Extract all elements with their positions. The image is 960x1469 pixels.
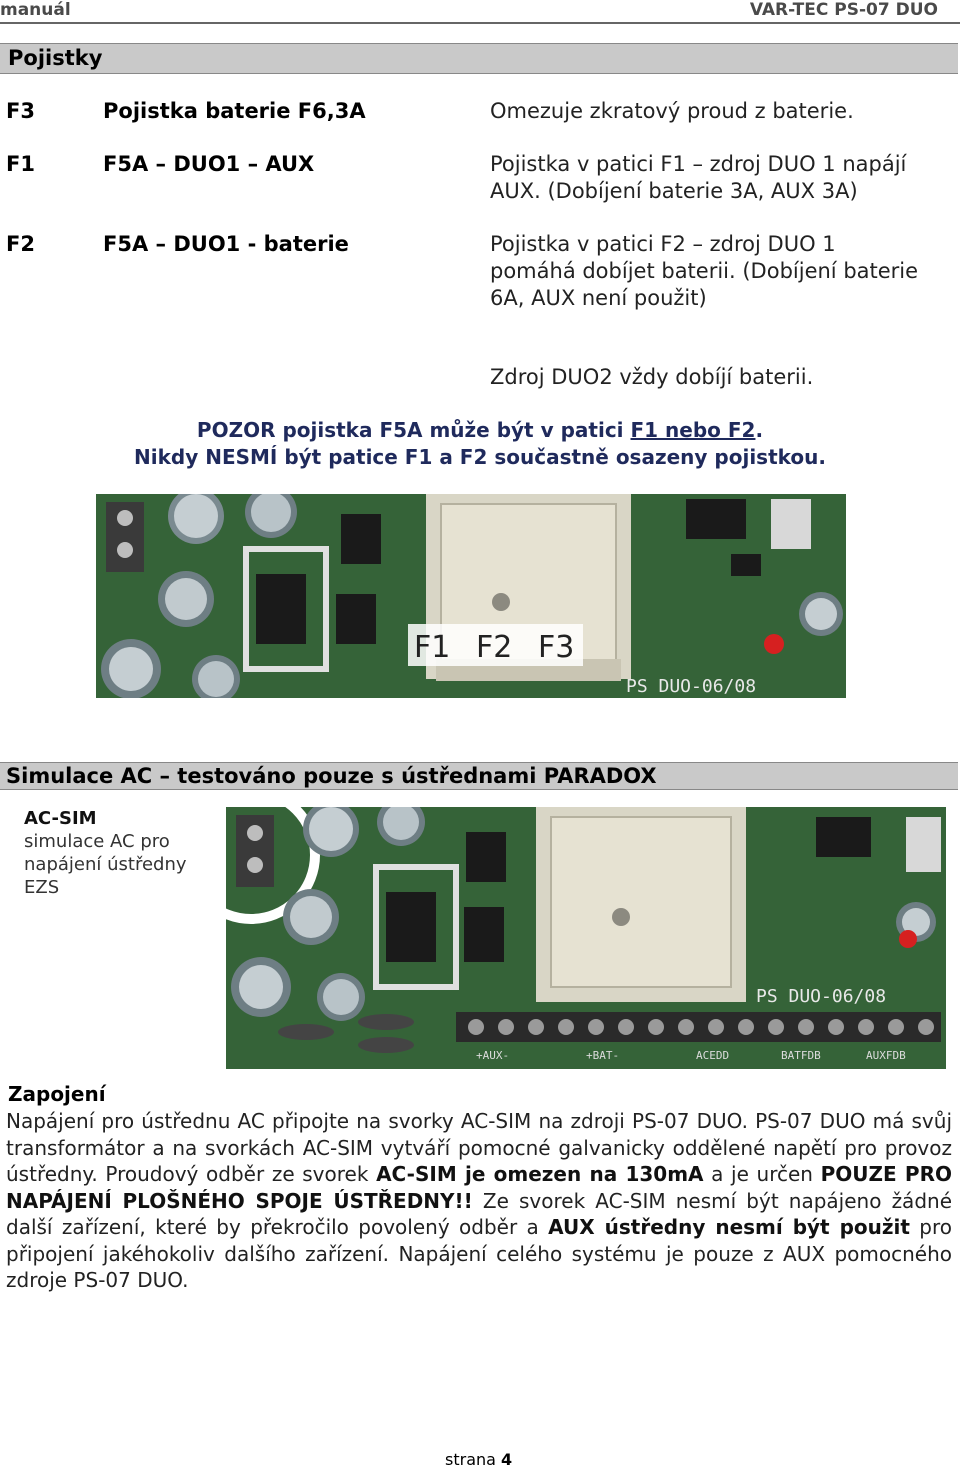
acsim-description <box>24 807 224 899</box>
fuse-row-f3 <box>0 98 960 128</box>
para-bold: AC-SIM je omezen na 130mA <box>376 1162 704 1186</box>
fuse-desc-line: Omezuje zkratový proud z baterie. <box>490 99 854 123</box>
fuse-name: F5A – DUO1 - baterie <box>103 232 349 256</box>
fuse-desc-line: 6A, AUX není použit) <box>490 286 707 310</box>
terminal-label-aux: +AUX- <box>476 1049 510 1062</box>
acsim-line: simulace AC pro <box>24 831 170 852</box>
zapojeni-paragraph <box>6 1108 952 1294</box>
fuse-desc-line: pomáhá dobíjet baterii. (Dobíjení baterie <box>490 259 919 283</box>
section-title-fuses: Pojistky <box>0 43 958 74</box>
fuse-name: Pojistka baterie F6,3A <box>103 99 366 123</box>
header-right: VAR-TEC PS-07 DUO <box>749 0 938 20</box>
para-bold: AUX ústředny nesmí být použit <box>548 1215 910 1239</box>
pcb-photo-acsim <box>226 807 946 1069</box>
pcb-board-label: PS DUO-06/08 <box>626 676 757 697</box>
terminal-label-acedd: ACEDD <box>696 1049 730 1062</box>
para-text: a je určen <box>703 1162 821 1186</box>
section-title-acsim: Simulace AC – testováno pouze s ústřednami PARADOX <box>0 762 958 790</box>
fuse-code: F2 <box>6 232 35 256</box>
fuse-desc <box>490 98 950 125</box>
fuse-desc-line: Pojistka v patici F1 – zdroj DUO 1 napájí <box>490 152 907 176</box>
para-text: Ze svorek AC-SIM nesmí být napájeno žádné další zařízení, které by překročilo povolený odběr a <box>6 1188 952 1239</box>
warning-link-f1-f2: F1 nebo F2 <box>630 418 756 442</box>
terminal-label-auxfdb: AUXFDB <box>866 1049 906 1062</box>
fuse-desc-line: Pojistka v patici F2 – zdroj DUO 1 <box>490 232 836 256</box>
acsim-title: AC-SIM <box>24 808 97 829</box>
terminal-label-bat: +BAT- <box>586 1049 620 1062</box>
terminal-label-batfdb: BATFDB <box>781 1049 821 1062</box>
warning-text: POZOR pojistka F5A může být v patici <box>196 418 631 442</box>
warning-text: . <box>755 418 764 442</box>
para-text: pro připojení jakéhokoliv dalšího zařízení. Napájení celého systému je pouze z AUX pomocného zdroje PS-07 DUO. <box>6 1215 953 1292</box>
fuse-label-f2: F2 <box>476 630 513 665</box>
zapojeni-title: Zapojení <box>8 1082 106 1106</box>
duo2-note-row <box>0 364 960 394</box>
fuse-code: F3 <box>6 99 35 123</box>
para-bold: POUZE PRO NAPÁJENÍ PLOŠNÉHO SPOJE ÚSTŘEDNY!! <box>6 1162 952 1213</box>
fuse-name: F5A – DUO1 – AUX <box>103 152 315 176</box>
header-divider <box>0 22 960 24</box>
fuse-label-f1: F1 <box>414 630 451 665</box>
fuse-warning-line1 <box>0 417 960 444</box>
para-text: Napájení pro ústřednu AC připojte na svorky AC-SIM na zdroji PS-07 DUO. PS-07 DUO má svůj transformátor a na svorkách AC-SIM vytváří pomocné galvanicky oddělené napětí pro provoz ústředny. Proudový odběr ze svorek <box>6 1109 952 1186</box>
fuse-row-f2 <box>0 231 960 315</box>
fuse-desc <box>490 231 950 312</box>
fuse-code: F1 <box>6 152 35 176</box>
pcb-photo-fuses <box>96 494 846 698</box>
acsim-line: napájení ústředny <box>24 854 187 875</box>
fuse-row-f1 <box>0 151 960 207</box>
page-number: 4 <box>501 1450 513 1469</box>
pcb-board-label: PS DUO-06/08 <box>756 986 887 1007</box>
acsim-line: EZS <box>24 877 60 898</box>
duo2-note: Zdroj DUO2 vždy dobíjí baterii. <box>490 365 814 389</box>
fuse-label-f3: F3 <box>538 630 575 665</box>
fuse-desc-line: AUX. (Dobíjení baterie 3A, AUX 3A) <box>490 179 858 203</box>
footer-label: strana <box>445 1450 496 1469</box>
fuse-desc <box>490 151 950 205</box>
header-left: manuál <box>0 0 71 20</box>
fuse-warning-line2: Nikdy NESMÍ být patice F1 a F2 součastně osazeny pojistkou. <box>134 445 826 469</box>
page-footer <box>445 1450 512 1469</box>
